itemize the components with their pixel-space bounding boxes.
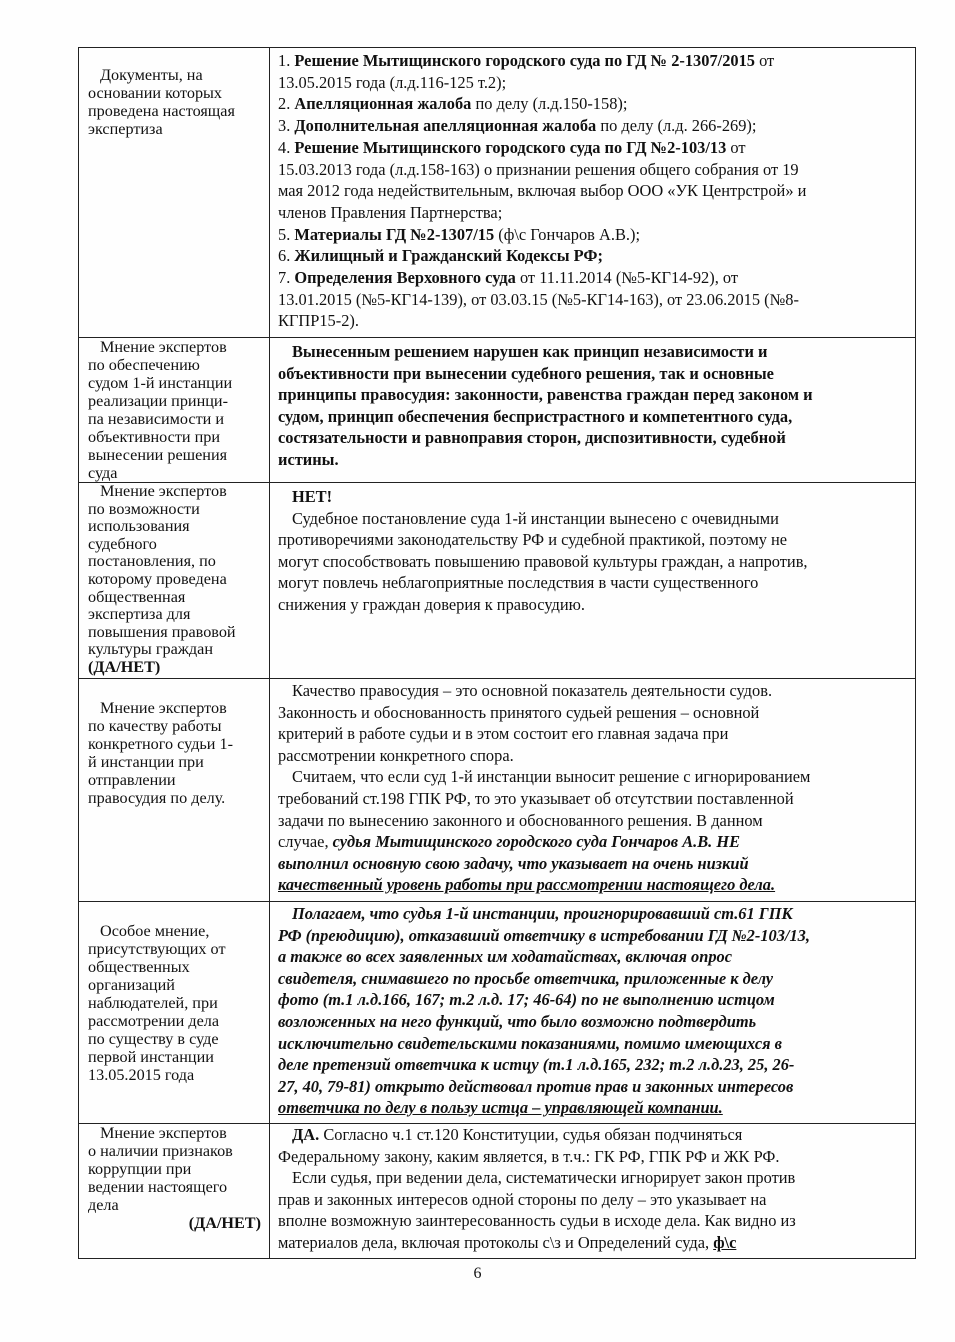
content-line: Законность и обоснованность принятого судьей решения – основной [278,702,760,722]
label-line: присутствующих от [88,940,226,958]
label-line: по обеспечению [88,356,200,374]
label-line: рассмотрении дела [88,1012,220,1030]
label-line: судом 1-й инстанции [88,374,233,392]
label-line: дела [88,1196,119,1214]
content-line: выполнил основную свою задачу, что указывает на очень низкий [278,853,749,873]
content-line: Если судья, при ведении дела, систематически игнорирует закон против [292,1168,796,1188]
judge-emphasis: судья Мытищинского городского суда Гончаров А.В. НЕ [332,832,741,852]
content-line: Федеральному закону, каким является, в т.ч.: ГК РФ, ГПК РФ и ЖК РФ. [278,1146,780,1166]
yes-no-label: (ДА/НЕТ) [188,1214,261,1232]
content-line: качественный уровень работы при рассмотрении настоящего дела. [278,875,776,895]
judge-initials: ф\с [713,1232,737,1252]
row-content-cell: Качество правосудия – это основной показатель деятельности судов. Законность и обоснованность принятого судьей решения – основной критерий в работе судьи и в этом состоит его главная задача при рассмотрении конкретного спора. Считаем, что если суд 1-й инстанции выносит решение с игнорированием требований ст.198 ГПК РФ, то это указывает об отсутствии поставленной задачи по вынесению законного и обоснованного решения. В данном случае, судья Мытищинского городского суда Гончаров А.В. НЕ выполнил основную свою задачу, что указывает на очень низкий качественный уровень работы при рассмотрении настоящего дела. [270,679,916,902]
content-line: могут способствовать повышению правовой культуры граждан, а напротив, [278,551,808,571]
content-line: фото (т.1 л.д.166, 167; т.2 л.д. 17; 46-64) по не выполнению истцом [278,990,775,1010]
content-line: а также во всех заявленных им ходатайствах, включая опрос [278,947,732,967]
table-row [79,483,916,679]
label-line: общественных [88,958,190,976]
label-line: общественная [88,587,186,606]
table-row [79,338,916,483]
label-line: Особое мнение, [100,922,210,940]
table-row [79,1124,916,1259]
label-line: коррупции при [88,1160,192,1178]
label-line: о наличии признаков [88,1142,233,1160]
content-line: могут повлечь неблагоприятные последствия в части существенного [278,573,759,593]
label-line: реализации принци- [88,392,228,410]
row-content-cell [270,902,916,1124]
content-line: рассмотрении конкретного спора. [278,745,514,765]
row-content-cell: 1. Решение Мытищинского городского суда по ГД № 2-1307/2015 от 13.05.2015 года (л.д.116-125 т.2); 2. Апелляционная жалоба по делу (л.д.150-158); 3. Дополнительная апелляционная жалоба по делу (л.д. 266-269); 4. Решение Мытищинского городского суда по ГД №2-103/13 от 15.03.2013 года (л.д.158-163) о признании решения общего собрания от 19 мая 2012 года недействительным, включая выбор ООО «УК Центрстрой» и членов Правления Партнерства; 5. Материалы ГД №2-1307/15 (ф\с Гончаров А.В.); 6. Жилищный и Гражданский Кодексы РФ; 7. Определения Верховного суда от 11.11.2014 (№5-КГ14-92), от 13.01.2015 (№5-КГ14-139), от 03.03.15 (№5-КГ14-163), от 23.06.2015 (№8- КГПР15-2). [270,48,916,338]
row-label-cell [79,679,270,902]
label-line: Документы, на [100,66,203,84]
content-line: Считаем, что если суд 1-й инстанции выносит решение с игнорированием [292,767,811,787]
answer-label: ДА. [292,1125,320,1144]
table-row [79,679,916,902]
row-content-cell: ДА. Согласно ч.1 ст.120 Конституции, судья обязан подчиняться Федеральному закону, каким является, в т.ч.: ГК РФ, ГПК РФ и ЖК РФ. Если судья, при ведении дела, систематически игнорирует закон против прав и законных интересов одной стороны по делу – это указывает на вполне возможную заинтересованность судьи в исходе дела. Как видно из материалов дела, включая протоколы с\з и Определений суда, ф\с [270,1124,916,1259]
label-line: отправлении [88,771,176,789]
label-line: па независимости и [88,410,225,428]
doc-ref-bold: Решение Мытищинского городского суда по ГД № 2-1307/2015 [294,51,755,70]
label-line: ведении настоящего [88,1178,228,1196]
content-line: ответчика по делу в пользу истца – управляющей компании. [278,1098,723,1118]
row-content-cell [270,483,916,679]
content-line: Вынесенным решением нарушен как принцип независимости и [292,342,768,361]
content-line: свидетеля, снимавшего по просьбе ответчика, приложенные к делу [278,968,774,988]
label-line: правосудия по делу. [88,789,226,807]
content-line: вполне возможную заинтересованность судьи в исходе дела. Как видно из [278,1211,796,1231]
label-line: которому проведена [88,569,227,588]
expertise-table [78,47,916,1259]
content-line: 13.05.2015 года (л.д.116-125 т.2); [278,72,507,92]
label-line: вынесении решения [88,446,228,464]
doc-ref-bold: Апелляционная жалоба [294,94,472,114]
row-content-cell [270,338,916,483]
table-row [79,902,916,1124]
content-line: мая 2012 года недействительным, включая выбор ООО «УК Центрстрой» и [278,181,807,201]
label-line: Мнение экспертов [100,482,227,500]
page-number: 6 [473,1265,482,1282]
label-line: культуры граждан [88,640,214,659]
label-line: й инстанции при [88,753,204,771]
label-line: проведена настоящая [88,102,235,120]
label-line: 13.05.2015 года [88,1066,195,1084]
row-label-cell [79,1124,270,1259]
content-line: Качество правосудия – это основной показатель деятельности судов. [292,681,773,700]
label-line: экспертиза для [88,605,191,624]
content-line: 27, 40, 79-81) открыто действовал против прав и законных интересов [278,1076,794,1096]
content-line: объективности при вынесении судебного решения, так и основные [278,363,774,383]
content-line: судом, принцип обеспечения беспристрастного и компетентного суда, [278,406,793,426]
content-line: КГПР15-2). [278,311,359,331]
content-line: критерий в работе судьи и в этом состоит его главная задача при [278,724,729,744]
table-row [79,48,916,338]
content-line: Полагаем, что судья 1-й инстанции, проигнорировавший ст.61 ГПК [292,904,793,923]
label-line: использования [88,517,190,536]
label-line: суда [88,464,118,482]
label-line: судебного [88,534,157,553]
label-line: первой инстанции [88,1048,214,1066]
doc-ref-bold: Определения Верховного суда [294,268,516,288]
row-label-cell [79,338,270,483]
yes-no-label: (ДА/НЕТ) [88,657,161,676]
content-line: Судебное постановление суда 1-й инстанции вынесено с очевидными [292,508,779,528]
label-line: по существу в суде [88,1030,219,1048]
answer-label: НЕТ! [292,487,333,506]
label-line: Мнение экспертов [100,699,227,717]
label-line: конкретного судьи 1- [88,735,234,753]
doc-ref-bold: Дополнительная апелляционная жалоба [294,116,597,136]
content-line: истины. [278,449,339,469]
doc-ref-bold: Материалы ГД №2-1307/15 [294,224,495,244]
content-line: исключительно свидетельскими показаниями, помимо имеющихся в [278,1033,782,1053]
label-line: постановления, по [88,552,216,571]
content-line: состязательности и равноправия сторон, диспозитивности, судебной [278,428,786,448]
label-line: по возможности [88,499,200,518]
label-line: организаций [88,976,175,994]
label-line: Мнение экспертов [100,1124,227,1142]
content-line: противоречиями законодательству РФ и судебной практикой, поэтому не [278,530,788,550]
label-line: по качеству работы [88,717,222,735]
content-line: деле претензий ответчика к истцу (т.1 л.д.165, 232; т.2 л.д.23, 25, 26- [278,1055,795,1075]
content-line: прав и законных интересов одной стороны по делу – это указывает на [278,1189,767,1209]
content-line: членов Правления Партнерства; [278,202,503,222]
row-label-cell [79,902,270,1124]
content-line: 15.03.2013 года (л.д.158-163) о признании решения общего собрания от 19 [278,159,799,179]
label-line: объективности при [88,428,221,446]
label-line: наблюдателей, при [88,994,218,1012]
content-line: снижения у граждан доверия к правосудию. [278,594,585,614]
label-line: Мнение экспертов [100,338,227,356]
content-line: задачи по вынесению законного и обоснованного решения. В данном [278,810,763,830]
content-line: 13.01.2015 (№5-КГ14-139), от 03.03.15 (№5-КГ14-163), от 23.06.2015 (№8- [278,289,799,309]
label-line: основании которых [88,84,223,102]
content-line: РФ (преюдицию), отказавший ответчику в истребовании ГД №2-103/13, [278,925,810,945]
row-label-cell [79,48,270,338]
doc-ref-bold: Решение Мытищинского городского суда по ГД №2-103/13 [294,137,727,157]
content-line: требований ст.198 ГПК РФ, то это указывает об отсутствии поставленной [278,788,794,808]
doc-ref-bold: Жилищный и Гражданский Кодексы РФ; [294,246,603,266]
row-label-cell [79,483,270,679]
content-line: принципы правосудия: законности, равенства граждан перед законом и [278,385,813,405]
label-line: повышения правовой [88,622,236,641]
label-line: экспертиза [88,120,163,138]
content-line: возложенных на него функций, что было возможно подтвердить [278,1011,757,1031]
